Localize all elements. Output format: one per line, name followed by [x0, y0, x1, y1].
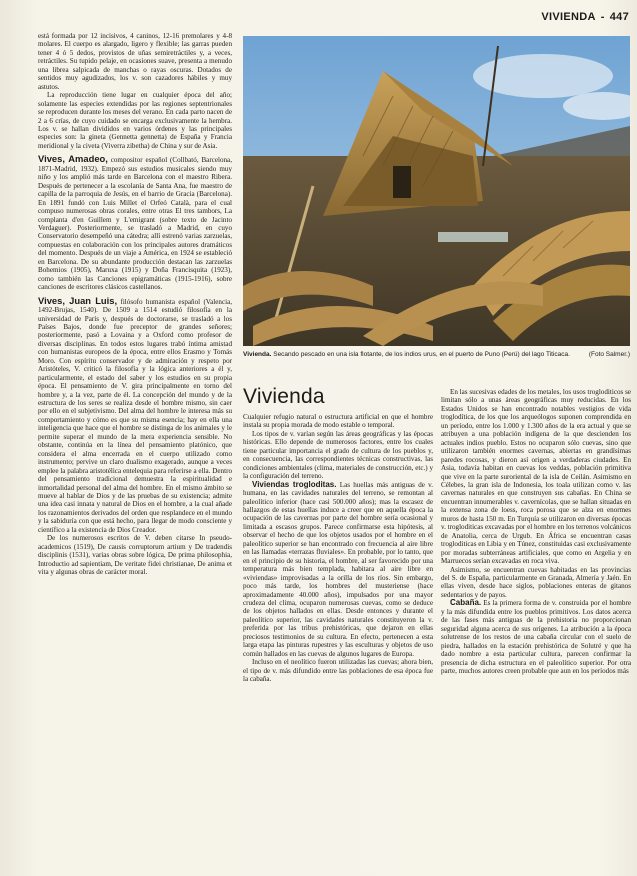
intro-paragraph-2: Los tipos de v. varían según las áreas geográficas y las épocas históricas. Ello depende de numerosos factores, entre los cuales tiene particular importancia el grado de cultura de los pueblos y, en consecuencia, las correspondientes técnicas constructivas, las condiciones ambientales (clima, materiales de construcción, etc.) y la configuración del terreno.	[243, 429, 433, 481]
entry-title-amadeo: Vives, Amadeo,	[38, 153, 108, 165]
cabana-text: Es la primera forma de v. construida por el hombre y la más difundida entre los pueblos primitivos. Los datos acerca de las fases más antiguas de la prehistoria no proporcionan seguridad alguna acerca de sus orígenes. La atribución a la época solutrense de los restos de una cabaña circular con el suelo de piedra, hallados en la estación prehistórica de Solutré y que ha dado nombre a esta particular cultura, parecen confirmar la presencia de dicha estructura en el paleolítico superior. Por otra parte, muchos autores creen probable que aun en los períodos más	[441, 599, 631, 675]
subhead-trogloditas: Viviendas trogloditas.	[252, 479, 337, 489]
col3-paragraph-1: En las sucesivas edades de los metales, los usos trogloditicos se limitan sólo a unas áreas geográficas muy reducidas. En los Estados Unidos se han encontrado notables vestigios de vida troglodítica, de los que los arqueólogos suponen comprendida en un período, entre los 1.000 y 1.300 años de la era actual y que se atribuyen a una población indígena de la que descienden los actuales indios pueblo. Estos no ocuparon sólo cuevas, sino que utilizaron también enormes cavernas, abiertas en grandísimas paredes rocosas, y dieron así origen a verdaderas ciudades. En Asia, todavía habitan en cuevas los veddas, población primitiva que vive en la parte suroriental de la isla de Ceilán. Asimismo en Célebes, la gran isla de Indonesia, los toala utilizan como v. las cavernas naturales en que construyen sus cabañas. En China se encuentran innumerables v. cavernícolas, que se hallan situadas en la extensa zona de loess, roca porosa que se alza en enormes muros de hasta 150 m. En Turquía se utilizaron en diversas épocas v. trogloditicas excavadas por el hombre en los terrenos volcánicos de Anatolia, cerca de Urgub. En África se encuentran casas trogloditicas en Libia y en Túnez, constituidas casi exclusivamente por moradas subterráneas artificiales, que como en Argelia y en Marruecos serían excavadas en roca viva.	[441, 388, 631, 566]
photo-credit: (Foto Salmer.)	[588, 351, 630, 358]
continuation-paragraph-1: está formada por 12 incisivos, 4 caninos, 12-16 premolares y 4-8 molares. El cuerpo es alargado, ligero y flexible; las garras pueden tener 4 ó 5 dedos, provistos de uñas semiretráctiles y, a veces, retráctiles. Su tupido pelaje, en ocasiones suave, presenta a menudo una librea salpicada de manchas o rayas oscuras. Dotados de sentidos muy agudizados, los v. son cazadores hábiles y muy astutos.	[38, 32, 232, 91]
column-right	[441, 388, 631, 870]
entry-vives-amadeo	[38, 155, 232, 291]
entry-text-juan-luis-1: filósofo humanista español (Valencia, 1492-Brujas, 1540). De 1509 a 1514 estudió filosofía en la universidad de París y, después de doctorarse, se trasladó a los Países Bajos, donde fue preceptor de grandes señores; posteriormente, pasó a Lovaina y a Oxford como profesor de diversas disciplinas. En todos estos lugares trabó íntima amistad con humanistas europeos de la época, entre ellos Erasmo y Tomás Moro. Con espíritu conservador y de admiración y respeto por Aristóteles, V. criticó la filosofía y la lógica anteriores a él y, particularmente, el estado del saber y los estudios en su propia época. El pensamiento de V. gira principalmente en torno del hombre y, a la vez, parte de él. La concepción del mundo y de la estructura de los seres se realiza desde el hombre mismo, sin caer por ello en el subjetivismo. Del alma del hombre le interesa más su comportamiento y cómo es que su misma esencia; hay en ella una inteligencia que hace que el hombre se distinga de los animales y le permite superar el mundo de la mera experiencia sensible. No obstante, continúa en la línea del pensamiento platónico, que considera el alma encerrada en el cuerpo utilizado como instrumento; pervive un claro dualismo exagerado, aunque a veces emplee la palabra aristotélica entelequia para referirse a ella. Dentro del pensamiento tradicional demuestra la espiritualidad e inmortalidad personal del alma del hombre. En el mismo ámbito se mueve al hablar de Dios y de las pruebas de su existencia; admite una idea casi innata y natural de Dios en el hombre, a la cual añade los razonamientos derivados del orden que resplandece en el mundo y la sabiduría con que está hecho, para llegar de modo consciente y científico a la existencia de Dios Creador.	[38, 297, 232, 534]
photo-caption	[243, 351, 630, 359]
intro-paragraph-1: Cualquier refugio natural o estructura artificial en que el hombre instala su propia morada de modo estable o temporal.	[243, 413, 433, 430]
page-number: 447	[609, 11, 629, 23]
entry-title-juan-luis: Vives, Juan Luis,	[38, 294, 118, 306]
photo-illustration	[243, 36, 630, 346]
trog-paragraph-1: Las huellas más antiguas de v. humana, en las cavidades naturales del terreno, se remontan al paleolítico inferior (hace casi 500.000 años); mas la escasez de hallazgos de estas huellas induce a creer que en aquella época la ocupación de las cavernas por parte del hombre sería ocasional y limitada a escasos grupos. Parece confirmarse esta hipótesis, al observar el hecho de que los objetos usados por el hombre en el paleolítico superior se han encontrado con frecuencia al aire libre en las llamadas «terrazas fluviales». En probable, por lo tanto, que en el principio de su historia, el hombre, al ser favorecido por una temperatura más bien templada, habitara al aire libre en «viviendas» improvisadas a la orilla de los ríos. Sin embargo, poco más tarde, los hombres del musteriense (hace aproximadamente 40.000 años), impulsados por una mayor crudeza del clima, ocuparon numerosas cuevas, como se deduce de los objetos hallados en ellas. Desde entonces y durante el paleolítico superior, las cavidades naturales constituyeron la v. preferida por las tribus prehistóricas, que dejaron en ellas preciosos testimonios de su cultura. En efecto, pertenecen a esta larga etapa las pinturas rupestres y las esculturas y objetos de uso común hallados en las cuevas de algunos lugares de Europa.	[243, 480, 433, 658]
article-title: Vivienda	[243, 385, 325, 408]
continuation-paragraph-2: La reproducción tiene lugar en cualquier época del año; solamente las especies extendidas por las regiones septentrionales se reproducen durante los meses del verano. En cada parto nacen de 2 a 6 crías, de cuyo cuidado se encarga exclusivamente la hembra. Los v. se hallan divididos en varios órdenes y las principales especies son: la gineta (Gennetta gennetta) de España y Francia meridional y la civeta (Viverra zibetha) de China y sur de Asia.	[38, 91, 232, 150]
subhead-cabana: Cabaña.	[450, 598, 482, 608]
running-title: VIVIENDA	[541, 11, 596, 23]
caption-text: Secando pescado en una isla flotante, de los indios urus, en el puerto de Puno (Perú) del lago Titicaca.	[273, 351, 570, 358]
col3-paragraph-2: Asimismo, se encuentran cuevas habitadas en las provincias del S. de España, particularmente en Granada, Almería y Jaén. En ellas viven, desde hace siglos, poblaciones enteras de gitanos sedentarios y de payos.	[441, 565, 631, 599]
entry-vives-juan-luis	[38, 294, 232, 577]
entry-text-juan-luis-2: De los numerosos escritos de V. deben citarse In pseudo-academicos (1519), De causis corruptorum artium y De tradendis disciplinis (1531), varias obras sobre lógica, De prima philosophia, Introductio ad sapientiam, De veritate fidei christianae, De anima et vita y algunas obras de carácter moral.	[38, 534, 232, 577]
photo-reed-island	[243, 36, 630, 346]
column-middle	[243, 413, 433, 870]
running-head-separator: -	[600, 11, 605, 23]
column-left	[38, 32, 232, 870]
trog-paragraph-2: Incluso en el neolítico fueron utilizadas las cuevas; ahora bien, el tipo de v. más difundido entre las poblaciones de esa época fue la cabaña.	[243, 658, 433, 684]
running-head	[541, 11, 629, 23]
caption-lead: Vivienda.	[243, 351, 272, 358]
entry-text-amadeo: compositor español (Collbató, Barcelona, 1871-Madrid, 1932). Empezó sus estudios musicales siendo muy niño y los amplió más tarde en Barcelona con el maestro Ribera. Después de pertenecer a la escolanía de Santa Ana, fue maestro de capilla de la parroquia de Jesús, en el barrio de Gracia (Barcelona). En 1891 fundó con Luis Millet el Orfeó Català, para el cual compuso numerosas obras corales, entre otras El tres tambors, La complanta d'en Guillem y L'emigrant (sobre texto de Jacinto Verdaguer). Posteriormente, se trasladó a Madrid, en cuyo Conservatorio desempeñó una cátedra; allí estrenó varias zarzuelas, compuestas en colaboración con los principales autores dramáticos del momento. Después de un viaje a América, en 1924 se estableció en Barcelona. De su abundante producción destacan las zarzuelas Bohemios (1905), Maruxa (1915) y Doña Francisquita (1923), como también las Canciones epigramáticas (1915-1916), sobre canciones de escritores clásicos castellanos.	[38, 156, 232, 292]
